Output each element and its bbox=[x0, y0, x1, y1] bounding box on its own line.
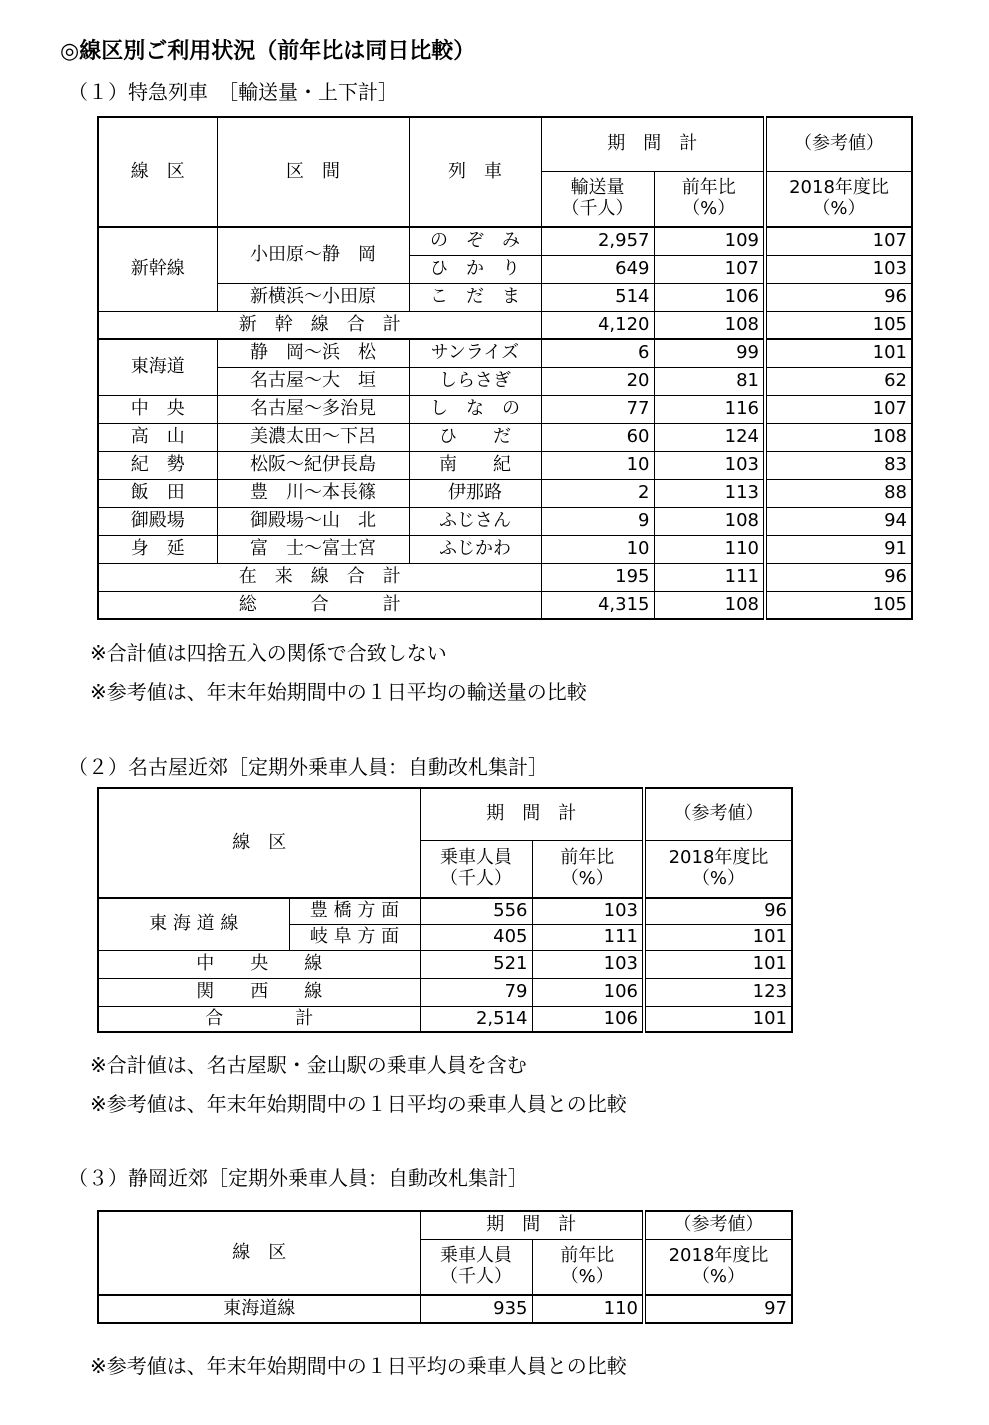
header-reference: （参考値） bbox=[644, 1211, 792, 1239]
passengers-cell: 556 bbox=[420, 898, 532, 924]
volume-cell: 77 bbox=[541, 395, 654, 423]
section2-title: （２）名古屋近郊［定期外乗車人員：自動改札集計］ bbox=[68, 755, 548, 779]
line-cell: 御殿場 bbox=[98, 507, 217, 535]
passengers-cell: 521 bbox=[420, 950, 532, 978]
passengers-cell: 405 bbox=[420, 924, 532, 950]
total-row bbox=[98, 591, 912, 619]
header-section: 区 間 bbox=[217, 117, 409, 227]
ref-cell: 97 bbox=[644, 1295, 792, 1323]
ref-cell: 101 bbox=[644, 1006, 792, 1032]
ref-cell: 83 bbox=[765, 451, 912, 479]
train-cell: サンライズ bbox=[409, 339, 541, 367]
header-period-total: 期 間 計 bbox=[420, 788, 644, 840]
table-row bbox=[98, 451, 912, 479]
ref-cell: 96 bbox=[765, 283, 912, 311]
section2-note-2: ※参考値は、年末年始期間中の１日平均の乗車人員との比較 bbox=[90, 1092, 627, 1116]
train-cell: 伊那路 bbox=[409, 479, 541, 507]
section1-title: （１）特急列車 ［輸送量・上下計］ bbox=[68, 80, 398, 104]
line-cell: 中 央 bbox=[98, 395, 217, 423]
ref-cell: 105 bbox=[765, 311, 912, 339]
header-period-total: 期 間 計 bbox=[420, 1211, 644, 1239]
volume-cell: 10 bbox=[541, 535, 654, 563]
subtotal-label: 在 来 線 合 計 bbox=[98, 563, 541, 591]
volume-cell: 2 bbox=[541, 479, 654, 507]
header-reference: （参考値） bbox=[644, 788, 792, 840]
yoy-cell: 108 bbox=[654, 507, 765, 535]
header-yoy: 前年比 （%） bbox=[532, 840, 644, 898]
section-cell: 御殿場～山 北 bbox=[217, 507, 409, 535]
volume-cell: 20 bbox=[541, 367, 654, 395]
volume-cell: 4,120 bbox=[541, 311, 654, 339]
ref-cell: 101 bbox=[765, 339, 912, 367]
yoy-cell: 108 bbox=[654, 311, 765, 339]
passengers-cell: 79 bbox=[420, 978, 532, 1006]
header-ref-ratio: 2018年度比 （%） bbox=[765, 171, 912, 227]
volume-cell: 4,315 bbox=[541, 591, 654, 619]
ref-cell: 62 bbox=[765, 367, 912, 395]
section-cell: 美濃太田～下呂 bbox=[217, 423, 409, 451]
yoy-cell: 111 bbox=[654, 563, 765, 591]
yoy-cell: 111 bbox=[532, 924, 644, 950]
volume-cell: 6 bbox=[541, 339, 654, 367]
yoy-cell: 106 bbox=[654, 283, 765, 311]
yoy-cell: 110 bbox=[532, 1295, 644, 1323]
yoy-cell: 124 bbox=[654, 423, 765, 451]
total-label: 総 合 計 bbox=[98, 591, 541, 619]
ref-cell: 96 bbox=[765, 563, 912, 591]
line-cell: 飯 田 bbox=[98, 479, 217, 507]
header-passengers: 乗車人員 （千人） bbox=[420, 840, 532, 898]
section1-note-2: ※参考値は、年末年始期間中の１日平均の輸送量の比較 bbox=[90, 680, 587, 704]
passengers-cell: 2,514 bbox=[420, 1006, 532, 1032]
ref-cell: 108 bbox=[765, 423, 912, 451]
table-row bbox=[98, 367, 912, 395]
subtotal-row bbox=[98, 311, 912, 339]
ref-cell: 91 bbox=[765, 535, 912, 563]
ref-cell: 105 bbox=[765, 591, 912, 619]
direction-cell: 岐 阜 方 面 bbox=[289, 924, 420, 950]
ref-cell: 107 bbox=[765, 227, 912, 255]
yoy-cell: 99 bbox=[654, 339, 765, 367]
header-ref-ratio: 2018年度比 （%） bbox=[644, 840, 792, 898]
table-row bbox=[98, 507, 912, 535]
yoy-cell: 110 bbox=[654, 535, 765, 563]
yoy-cell: 108 bbox=[654, 591, 765, 619]
total-row bbox=[98, 1006, 792, 1032]
volume-cell: 60 bbox=[541, 423, 654, 451]
header-line: 線 区 bbox=[98, 788, 420, 898]
train-cell: ふじさん bbox=[409, 507, 541, 535]
total-label: 合 計 bbox=[98, 1006, 420, 1032]
table-row bbox=[98, 339, 912, 367]
volume-cell: 649 bbox=[541, 255, 654, 283]
yoy-cell: 106 bbox=[532, 978, 644, 1006]
subtotal-label: 新 幹 線 合 計 bbox=[98, 311, 541, 339]
header-train: 列 車 bbox=[409, 117, 541, 227]
header-yoy: 前年比 （%） bbox=[654, 171, 765, 227]
section-cell: 新横浜～小田原 bbox=[217, 283, 409, 311]
yoy-cell: 103 bbox=[532, 898, 644, 924]
volume-cell: 9 bbox=[541, 507, 654, 535]
section2-note-1: ※合計値は、名古屋駅・金山駅の乗車人員を含む bbox=[90, 1053, 527, 1077]
line-cell: 東海道線 bbox=[98, 1295, 420, 1323]
train-cell: ひ か り bbox=[409, 255, 541, 283]
ref-cell: 107 bbox=[765, 395, 912, 423]
table-row bbox=[98, 227, 912, 255]
yoy-cell: 103 bbox=[654, 451, 765, 479]
table-row bbox=[98, 283, 912, 311]
table-row bbox=[98, 479, 912, 507]
train-cell: しらさぎ bbox=[409, 367, 541, 395]
header-ref-ratio: 2018年度比 （%） bbox=[644, 1239, 792, 1295]
direction-cell: 豊 橋 方 面 bbox=[289, 898, 420, 924]
table-row bbox=[98, 423, 912, 451]
train-cell: し な の bbox=[409, 395, 541, 423]
section-cell: 名古屋～多治見 bbox=[217, 395, 409, 423]
ref-cell: 123 bbox=[644, 978, 792, 1006]
section-cell: 富 士～富士宮 bbox=[217, 535, 409, 563]
section-cell: 松阪～紀伊長島 bbox=[217, 451, 409, 479]
page-title: ◎線区別ご利用状況（前年比は同日比較） bbox=[60, 39, 476, 64]
header-yoy: 前年比 （%） bbox=[532, 1239, 644, 1295]
header-reference: （参考値） bbox=[765, 117, 912, 171]
table-row bbox=[98, 898, 792, 924]
line-cell: 高 山 bbox=[98, 423, 217, 451]
header-line: 線 区 bbox=[98, 1211, 420, 1295]
yoy-cell: 113 bbox=[654, 479, 765, 507]
table-row bbox=[98, 1295, 792, 1323]
section1-note-1: ※合計値は四捨五入の関係で合致しない bbox=[90, 641, 447, 665]
section-cell: 豊 川～本長篠 bbox=[217, 479, 409, 507]
line-cell: 紀 勢 bbox=[98, 451, 217, 479]
train-cell: の ぞ み bbox=[409, 227, 541, 255]
volume-cell: 514 bbox=[541, 283, 654, 311]
yoy-cell: 116 bbox=[654, 395, 765, 423]
table-row bbox=[98, 950, 792, 978]
line-cell: 新幹線 bbox=[98, 227, 217, 311]
ref-cell: 94 bbox=[765, 507, 912, 535]
line-cell: 東 海 道 線 bbox=[98, 898, 289, 950]
train-cell: 南 紀 bbox=[409, 451, 541, 479]
subtotal-row bbox=[98, 563, 912, 591]
header-volume: 輸送量 （千人） bbox=[541, 171, 654, 227]
yoy-cell: 109 bbox=[654, 227, 765, 255]
table-row bbox=[98, 395, 912, 423]
section3-note-1: ※参考値は、年末年始期間中の１日平均の乗車人員との比較 bbox=[90, 1354, 627, 1378]
header-period-total: 期 間 計 bbox=[541, 117, 765, 171]
section-cell: 小田原～静 岡 bbox=[217, 227, 409, 283]
passengers-cell: 935 bbox=[420, 1295, 532, 1323]
train-cell: ふじかわ bbox=[409, 535, 541, 563]
ref-cell: 96 bbox=[644, 898, 792, 924]
line-cell: 東海道 bbox=[98, 339, 217, 395]
yoy-cell: 106 bbox=[532, 1006, 644, 1032]
ref-cell: 103 bbox=[765, 255, 912, 283]
section3-title: （３）静岡近郊［定期外乗車人員：自動改札集計］ bbox=[68, 1166, 528, 1190]
yoy-cell: 81 bbox=[654, 367, 765, 395]
yoy-cell: 103 bbox=[532, 950, 644, 978]
section-cell: 静 岡～浜 松 bbox=[217, 339, 409, 367]
table-row bbox=[98, 978, 792, 1006]
section-cell: 名古屋～大 垣 bbox=[217, 367, 409, 395]
yoy-cell: 107 bbox=[654, 255, 765, 283]
volume-cell: 2,957 bbox=[541, 227, 654, 255]
ref-cell: 101 bbox=[644, 924, 792, 950]
nagoya-suburbs-table bbox=[97, 787, 793, 1033]
volume-cell: 195 bbox=[541, 563, 654, 591]
ref-cell: 88 bbox=[765, 479, 912, 507]
line-cell: 関 西 線 bbox=[98, 978, 420, 1006]
header-line: 線 区 bbox=[98, 117, 217, 227]
volume-cell: 10 bbox=[541, 451, 654, 479]
express-train-table bbox=[97, 116, 913, 620]
table-row bbox=[98, 535, 912, 563]
train-cell: ひ だ bbox=[409, 423, 541, 451]
header-passengers: 乗車人員 （千人） bbox=[420, 1239, 532, 1295]
line-cell: 中 央 線 bbox=[98, 950, 420, 978]
train-cell: こ だ ま bbox=[409, 283, 541, 311]
line-cell: 身 延 bbox=[98, 535, 217, 563]
shizuoka-suburbs-table bbox=[97, 1210, 793, 1324]
ref-cell: 101 bbox=[644, 950, 792, 978]
